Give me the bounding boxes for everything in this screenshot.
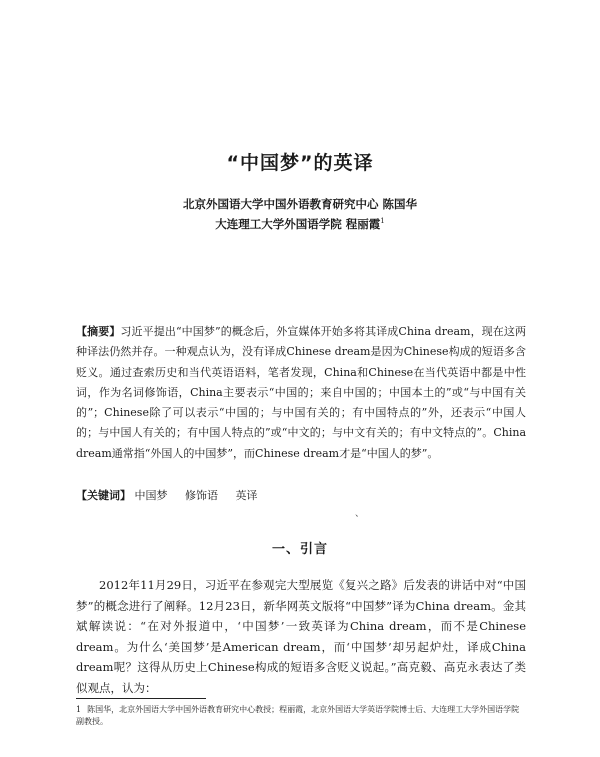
body-paragraph: 2012年11月29日，习近平在参观完大型展览《复兴之路》后发表的讲话中对“中国梦”的概念进行了阐释。12月23日，新华网英文版将“中国梦”译为China dream。金其斌解读说：“在对外报道中，‘中国梦’一致英译为China dream，而不是Chinese dream。为什么‘美国梦’是American dream，而‘中国梦’却另起炉灶，译成China dream呢？这得从历史上Chinese构成的短语多含贬义说起。”高克毅、高克永表达了类似观点，认为： [76,578,526,695]
author-footnote-mark: 1 [380,217,385,225]
author-affiliation-2 [0,216,600,232]
abstract [76,322,526,464]
paper-title: “中国梦”的英译 [226,152,374,174]
abstract-label: 【摘要】 [76,325,121,338]
footnote-divider [76,698,206,699]
keyword-item: 中国梦 [134,489,168,502]
author-affiliation-text: 北京外国语大学中国外语教育研究中心 陈国华 [182,197,417,211]
keywords [76,487,526,503]
footnote-mark: 1 [76,705,82,714]
keyword-item: 英译 [235,489,258,502]
author-affiliation-text: 大连理工大学外国语学院 程丽霞 [215,217,381,231]
abstract-text: 习近平提出“中国梦”的概念后，外宣媒体开始多将其译成China dream，现在这两种译法仍然并存。一种观点认为，没有译成Chinese dream是因为Chinese构成的短语多含贬义。通过查索历史和当代英语语料，笔者发现，China和Chinese在当代英语中都是中性词，作为名词修饰语，China主要表示“中国的；来自中国的；中国本土的”或“与中国有关的”；Chinese除了可以表示“中国的；与中国有关的；有中国特点的”外，还表示“中国人的；与中国人有关的；有中国人特点的”或“中文的；与中文有关的；有中文特点的”。China dream通常指“外国人的中国梦”，而Chinese dream才是“中国人的梦”。 [76,325,526,460]
section-heading: 一、引言 [271,542,328,557]
footnote [76,704,526,728]
footnote-text: 陈国华，北京外国语大学中国外语教育研究中心教授；程丽霞，北京外国语大学英语学院博士后、大连理工大学外国语学院副教授。 [76,705,520,726]
author-affiliation-1 [0,196,600,212]
keyword-item: 修饰语 [185,489,218,502]
stray-mark: 、 [355,509,365,519]
keywords-label: 【关键词】 [76,489,131,502]
